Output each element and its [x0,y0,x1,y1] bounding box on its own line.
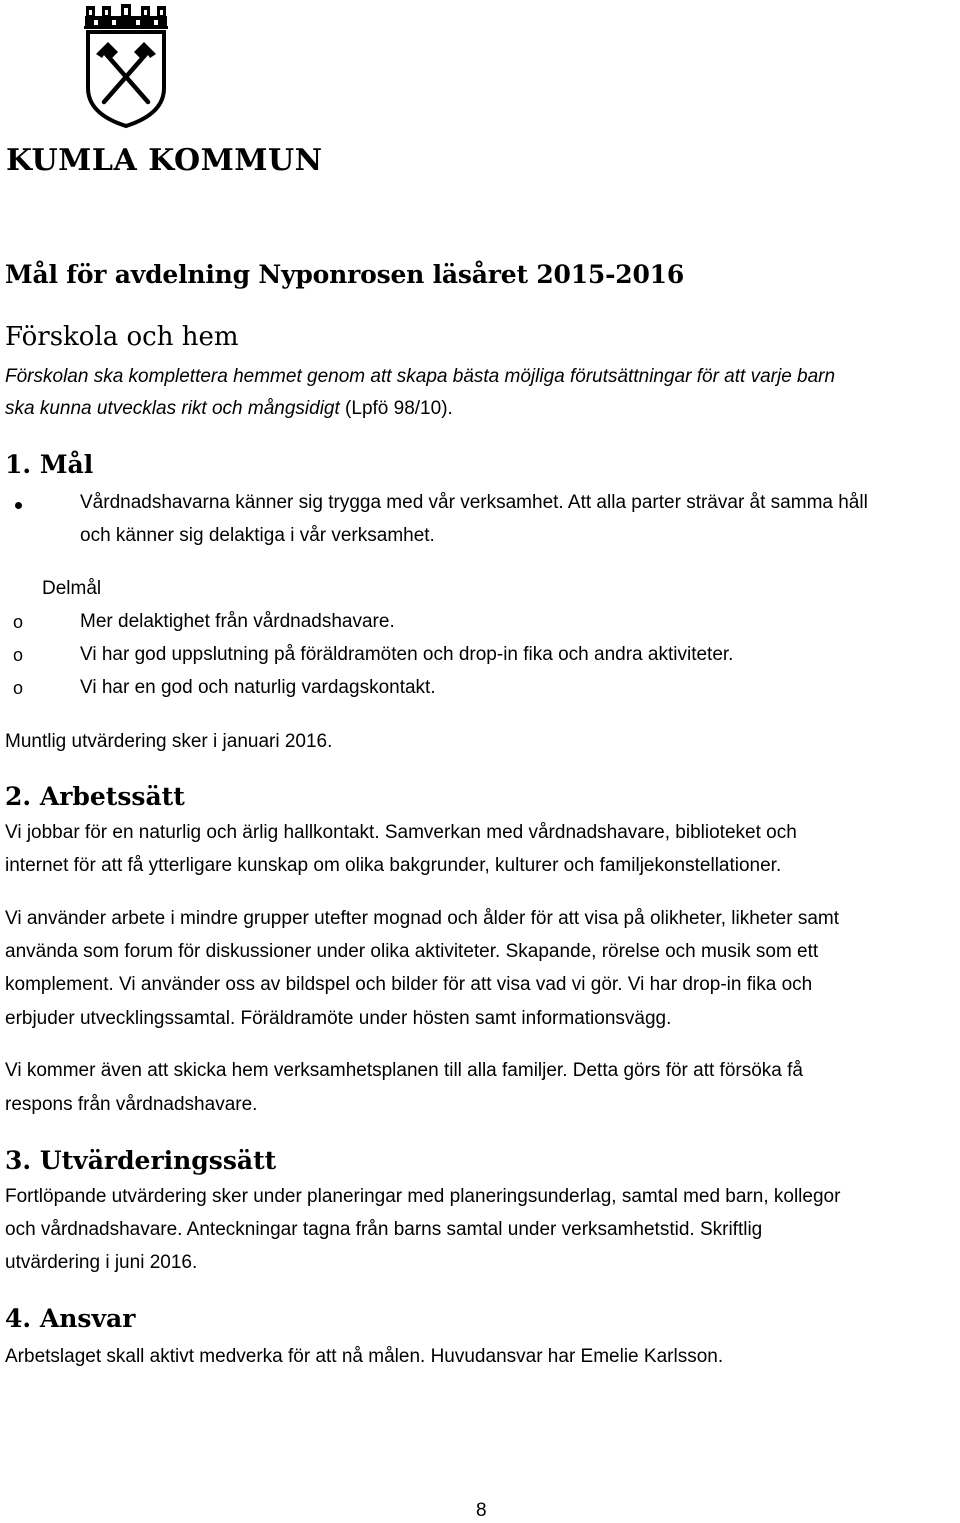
paragraph-line: använda som forum för diskussioner under olika aktiviteter. Skapande, rörelse och musik som ett [5,941,819,962]
subgoals-label: Delmål [42,578,102,599]
kumla-kommun-logo [4,2,323,178]
subgoal-marker: o [13,678,24,698]
subgoal-item: Mer delaktighet från vårdnadshavare. [80,611,395,632]
paragraph-line: Vi använder arbete i mindre grupper utefter mognad och ålder för att visa på olikheter, likheter samt [5,908,839,929]
paragraph-line: erbjuder utvecklingssamtal. Föräldramöte under hösten samt informationsvägg. [5,1008,672,1029]
goal-line-1: Vårdnadshavarna känner sig trygga med vår verksamhet. Att alla parter strävar åt samma håll [80,492,868,513]
paragraph-line: komplement. Vi använder oss av bildspel och bilder för att visa vad vi gör. Vi har drop-in fika och [5,974,813,995]
coat-of-arms-icon [82,2,170,130]
goal-line-2: och känner sig delaktiga i vår verksamhet. [80,525,435,546]
paragraph-line: internet för att få ytterligare kunskap om olika bakgrunder, kulturer och familjekonstellationer. [5,855,782,876]
section-1-heading: 1. Mål [5,450,94,479]
subgoal-item: Vi har god uppslutning på föräldramöten och drop-in fika och andra aktiviteter. [80,644,734,665]
section-4-heading: 4. Ansvar [5,1304,136,1333]
paragraph-line: Arbetslaget skall aktivt medverka för att nå målen. Huvudansvar har Emelie Karlsson. [5,1346,724,1367]
paragraph-line: respons från vårdnadshavare. [5,1094,258,1115]
paragraph-line: utvärdering i juni 2016. [5,1252,198,1273]
document-title: Mål för avdelning Nyponrosen läsåret 2015-2016 [5,260,685,289]
subgoal-marker: o [13,612,24,632]
bullet-icon [15,502,22,509]
svg-text:KUMLA KOMMUN: KUMLA KOMMUN [6,143,323,178]
kumla-kommun-wordmark [4,138,323,178]
subgoal-marker: o [13,645,24,665]
section-3-heading: 3. Utvärderingssätt [5,1146,277,1175]
paragraph-line: Fortlöpande utvärdering sker under planeringar med planeringsunderlag, samtal med barn, kollegor [5,1186,841,1207]
evaluation-note: Muntlig utvärdering sker i januari 2016. [5,731,333,752]
section-2-heading: 2. Arbetssätt [5,782,185,811]
paragraph-line: och vårdnadshavare. Anteckningar tagna från barns samtal under verksamhetstid. Skriftlig [5,1219,763,1240]
paragraph-line: Vi kommer även att skicka hem verksamhetsplanen till alla familjer. Detta görs för att försöka få [5,1060,803,1081]
intro-line-1: Förskolan ska komplettera hemmet genom att skapa bästa möjliga förutsättningar för att varje barn [5,366,836,387]
section-heading: Förskola och hem [5,322,239,352]
paragraph-line: Vi jobbar för en naturlig och ärlig hallkontakt. Samverkan med vårdnadshavare, biblioteket och [5,822,797,843]
intro-line-2: ska kunna utvecklas rikt och mångsidigt (Lpfö 98/10). [5,398,453,419]
subgoal-item: Vi har en god och naturlig vardagskontakt. [80,677,436,698]
page-number: 8 [476,1500,487,1521]
